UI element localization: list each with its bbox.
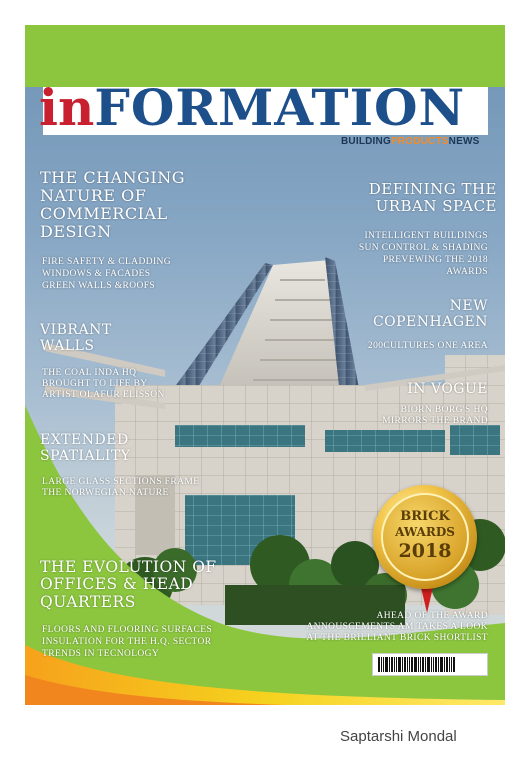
headline-changing-nature: THE CHANGING NATURE OF COMMERCIAL DESIGN (40, 168, 186, 241)
sub-evolution-1: FLOORS AND FLOORING SURFACES (42, 625, 213, 635)
headline-evolution: THE EVOLUTION OF OFFICES & HEAD QUARTERS (40, 558, 217, 611)
badge-line-brick: BRICK (400, 509, 450, 524)
magazine-logo (39, 77, 465, 139)
sub-urban-3: PREVEWING THE 2018 (382, 255, 488, 265)
sub-spatiality-2: THE NORWEGIAN NATURE (42, 488, 169, 498)
sub-changing-nature-3: GREEN WALLS &ROOFS (42, 281, 156, 291)
sub-spatiality-1: LARGE GLASS SECTIONS FRAME (42, 477, 200, 487)
badge-line-awards: AWARDS (395, 525, 455, 539)
award-medal-icon (373, 485, 477, 589)
headline-new-copenhagen: NEW COPENHAGEN (372, 298, 488, 330)
headline-urban-space: DEFINING THE URBAN SPACE (368, 180, 497, 215)
sub-changing-nature-1: FIRE SAFETY & CLADDING (42, 257, 172, 267)
sub-evolution-2: INSULATION FOR THE H.Q. SECTOR (42, 637, 212, 647)
sub-vogue-1: BIORN BORG'S HQ (400, 405, 488, 415)
logo-subtitle: BUILDINGPRODUCTSNEWS (341, 136, 480, 147)
sub-urban-1: INTELLIGENT BUILDINGS (364, 231, 488, 241)
sub-urban-4: AWARDS (446, 267, 488, 277)
sub-brick-1: AHEAD OF THE AWARD (376, 611, 488, 621)
sub-vogue-2: MIRRORS THE BRAND (382, 416, 488, 426)
logo-formation: FORMATION (94, 78, 466, 137)
sub-vibrant-3: ARTIST OLAFUR ELISSON (42, 390, 165, 400)
magazine-cover (25, 25, 505, 705)
headline-extended-spatiality: EXTENDED SPATIALITY (40, 432, 131, 464)
barcode-icon (372, 653, 488, 676)
sub-copenhagen-1: 200CULTURES ONE AREA (367, 341, 488, 351)
sub-urban-2: SUN CONTROL & SHADING (358, 243, 488, 253)
photo-credit: Saptarshi Mondal (340, 728, 457, 745)
badge-line-year: 2018 (398, 540, 452, 562)
sub-vibrant-2: BROUGHT TO LIFE BY (42, 379, 148, 389)
sub-evolution-3: TRENDS IN TECNOLOGY (42, 649, 160, 659)
logo-in: in (39, 78, 95, 137)
sub-brick-2: ANNOUSCEMENTS AM TAKES A LOOK (306, 622, 488, 632)
sub-changing-nature-2: WINDOWS & FACADES (42, 269, 151, 279)
headline-in-vogue: IN VOGUE (407, 381, 488, 397)
headline-vibrant-walls: VIBRANT WALLS (40, 322, 112, 354)
sub-vibrant-1: THE COAL INDA HQ (42, 368, 137, 378)
sub-brick-3: AT THE BRILLIANT BRICK SHORTLIST (306, 633, 488, 643)
